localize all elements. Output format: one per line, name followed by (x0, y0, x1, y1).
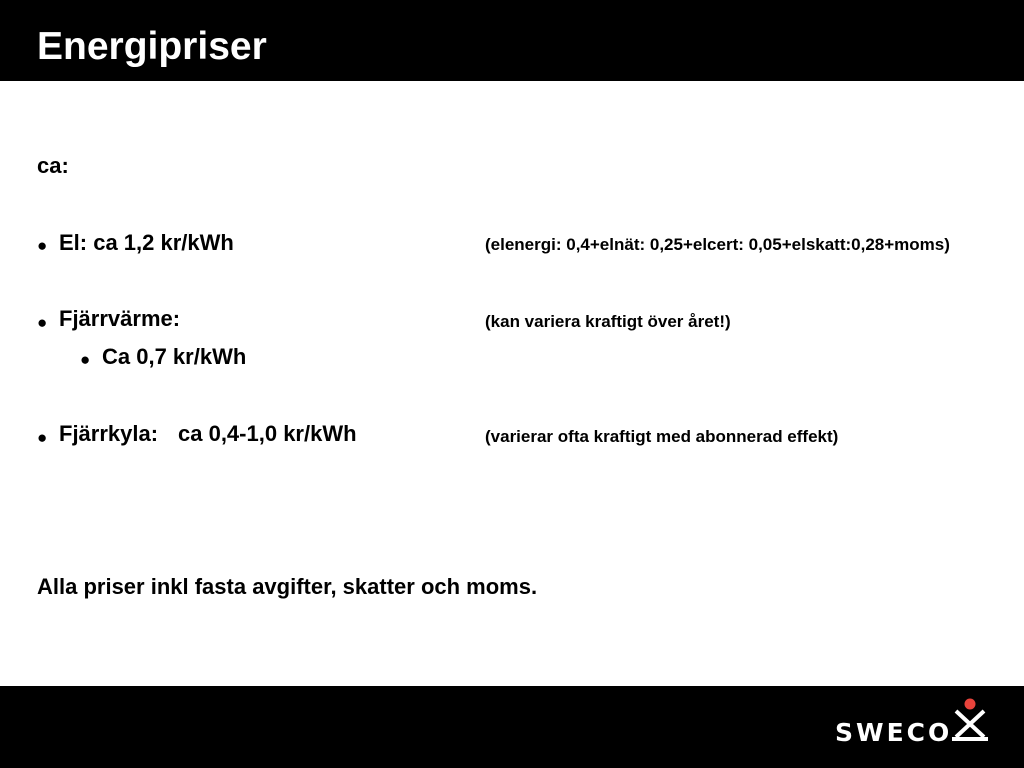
footnote: Alla priser inkl fasta avgifter, skatter och moms. (37, 574, 538, 599)
district-heating-price: Ca 0,7 kr/kWh (102, 344, 247, 369)
bullet-icon: ● (37, 428, 48, 447)
district-cooling-note: (varierar ofta kraftigt med abonnerad effekt) (485, 427, 839, 446)
district-heating-label: Fjärrvärme: (59, 306, 181, 331)
sweco-logo-icon (950, 697, 990, 745)
brand-logo-text: SWECO (835, 718, 953, 747)
district-cooling-label: Fjärrkyla: (59, 421, 159, 446)
page-title: Energipriser (37, 25, 267, 68)
electricity-price: El: ca 1,2 kr/kWh (59, 230, 234, 255)
district-cooling-price: ca 0,4-1,0 kr/kWh (178, 421, 357, 446)
intro-text: ca: (37, 153, 69, 178)
sub-bullet-icon: ● (80, 350, 91, 369)
bullet-icon: ● (37, 236, 48, 255)
district-heating-note: (kan variera kraftigt över året!) (485, 312, 731, 331)
electricity-note: (elenergi: 0,4+elnät: 0,25+elcert: 0,05+elskatt:0,28+moms) (485, 235, 950, 254)
bullet-icon: ● (37, 313, 48, 332)
